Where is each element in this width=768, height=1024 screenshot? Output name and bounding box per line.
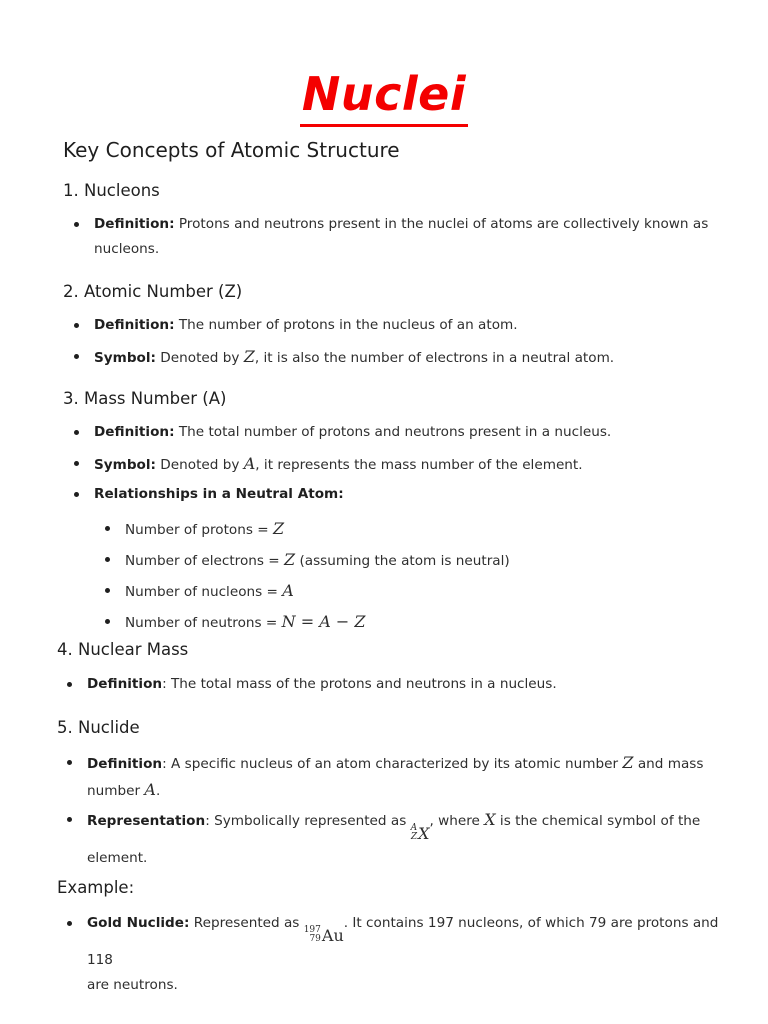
section-atomic-number-title: 2. Atomic Number (Z)	[63, 282, 243, 301]
section-nuclide-title: 5. Nuclide	[57, 718, 140, 737]
relation-electrons: Number of electrons = Z (assuming the atom is neutral)	[125, 547, 510, 574]
section-nuclear-mass-title: 4. Nuclear Mass	[57, 640, 189, 659]
relation-nucleons: Number of nucleons = A	[125, 578, 294, 605]
section-mass-number-title: 3. Mass Number (A)	[63, 389, 227, 408]
section-nucleons-title: 1. Nucleons	[63, 181, 160, 200]
relationships-heading: Relationships in a Neutral Atom:	[94, 482, 344, 507]
main-heading: Key Concepts of Atomic Structure	[63, 138, 400, 162]
page-title: Nuclei	[0, 66, 768, 127]
example-title: Example:	[57, 878, 135, 897]
atomic-number-symbol: Symbol: Denoted by Z, it is also the number of electrons in a neutral atom.	[94, 344, 614, 371]
nuclear-mass-definition: Definition: The total mass of the protons and neutrons in a nucleus.	[87, 672, 557, 697]
relation-neutrons: Number of neutrons = N = A − Z	[125, 609, 365, 636]
atomic-number-definition: Definition: The number of protons in the nucleus of an atom.	[94, 313, 518, 338]
nuclide-representation: Representation: Symbolically represented as A Z X , where X is the chemical symbol of the element.	[87, 807, 727, 871]
mass-number-definition: Definition: The total number of protons and neutrons present in a nucleus.	[94, 420, 611, 445]
nuclide-notation: A Z X	[410, 823, 430, 843]
nucleons-definition: Definition: Protons and neutrons present in the nuclei of atoms are collectively known as nucleons.	[94, 212, 734, 262]
gold-nuclide-notation: 197 79 Au	[303, 925, 344, 945]
relation-protons: Number of protons = Z	[125, 516, 284, 543]
example-gold-nuclide: Gold Nuclide: Represented as 197 79 Au . It contains 197 nucleons, of which 79 are protons and 118 are neutrons.	[87, 911, 737, 998]
nuclide-definition: Definition: A specific nucleus of an atom characterized by its atomic number Z and mass number A.	[87, 750, 727, 804]
mass-number-symbol: Symbol: Denoted by A, it represents the mass number of the element.	[94, 451, 583, 478]
